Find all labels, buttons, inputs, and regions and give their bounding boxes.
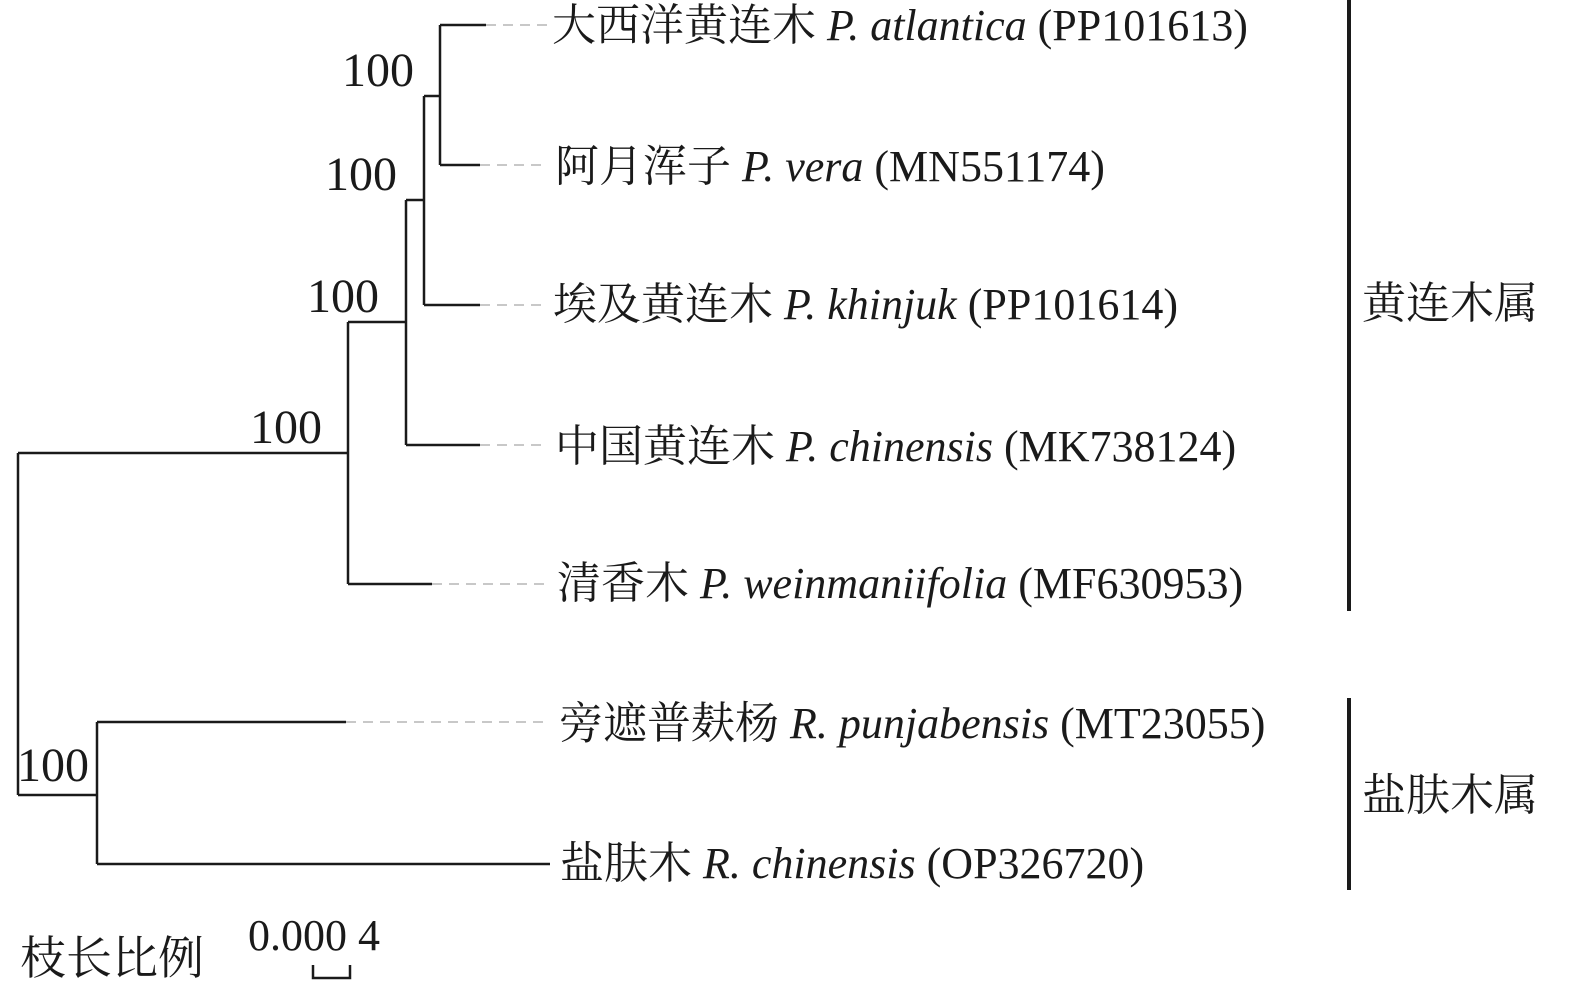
taxon-cn-name: 旁遮普麸杨 <box>559 699 779 748</box>
scale-bar-line <box>313 965 350 978</box>
taxon-accession: (MF630953) <box>1018 559 1244 608</box>
taxon-latin-name: R. chinensis <box>703 839 916 888</box>
bootstrap-khinjuk-node: 100 <box>325 148 397 201</box>
genus-label-pistacia: 黄连木属 <box>1362 279 1538 328</box>
taxon-label-p-chinensis <box>555 422 1236 471</box>
taxon-cn-name: 清香木 <box>557 559 689 608</box>
taxon-cn-name: 阿月浑子 <box>555 142 731 191</box>
genus-labels <box>1362 279 1538 820</box>
taxon-label-vera <box>555 142 1105 191</box>
taxon-label-weinmaniifolia <box>557 559 1243 608</box>
taxon-cn-name: 埃及黄连木 <box>553 280 773 329</box>
taxon-latin-name: P. vera <box>742 142 864 191</box>
taxon-cn-name: 盐肤木 <box>560 839 692 888</box>
taxon-accession: (MT23055) <box>1060 699 1266 748</box>
genus-label-rhus: 盐肤木属 <box>1362 771 1538 820</box>
taxon-cn-name: 中国黄连木 <box>555 422 775 471</box>
taxon-latin-name: P. weinmaniifolia <box>700 559 1008 608</box>
bootstrap-values <box>17 44 414 792</box>
taxon-latin-name: R. punjabensis <box>790 699 1050 748</box>
taxon-label-atlantica <box>552 1 1248 50</box>
taxon-accession: (MK738124) <box>1003 422 1237 471</box>
taxon-accession: (MN551174) <box>874 142 1105 191</box>
taxon-label-r-chinensis <box>560 839 1144 888</box>
taxon-latin-name: P. atlantica <box>827 1 1027 50</box>
taxon-cn-name: 大西洋黄连木 <box>552 1 816 50</box>
leader-lines <box>346 25 548 722</box>
scale-bar-value: 0.000 4 <box>248 911 380 960</box>
bootstrap-rhus-node: 100 <box>17 739 89 792</box>
taxon-label-khinjuk <box>553 280 1178 329</box>
taxon-accession: (OP326720) <box>926 839 1145 888</box>
scale-bar-label: 枝长比例 <box>20 933 204 984</box>
taxon-accession: (PP101613) <box>1037 1 1248 50</box>
bootstrap-pistacia-node: 100 <box>250 401 322 454</box>
taxon-accession: (PP101614) <box>967 280 1178 329</box>
bootstrap-atlantica-vera: 100 <box>342 44 414 97</box>
taxon-labels <box>552 1 1265 888</box>
scale-bar <box>20 911 380 984</box>
taxon-label-punjabensis <box>559 699 1265 748</box>
bootstrap-chinensis-node: 100 <box>307 270 379 323</box>
taxon-latin-name: P. khinjuk <box>784 280 957 329</box>
taxon-latin-name: P. chinensis <box>786 422 993 471</box>
